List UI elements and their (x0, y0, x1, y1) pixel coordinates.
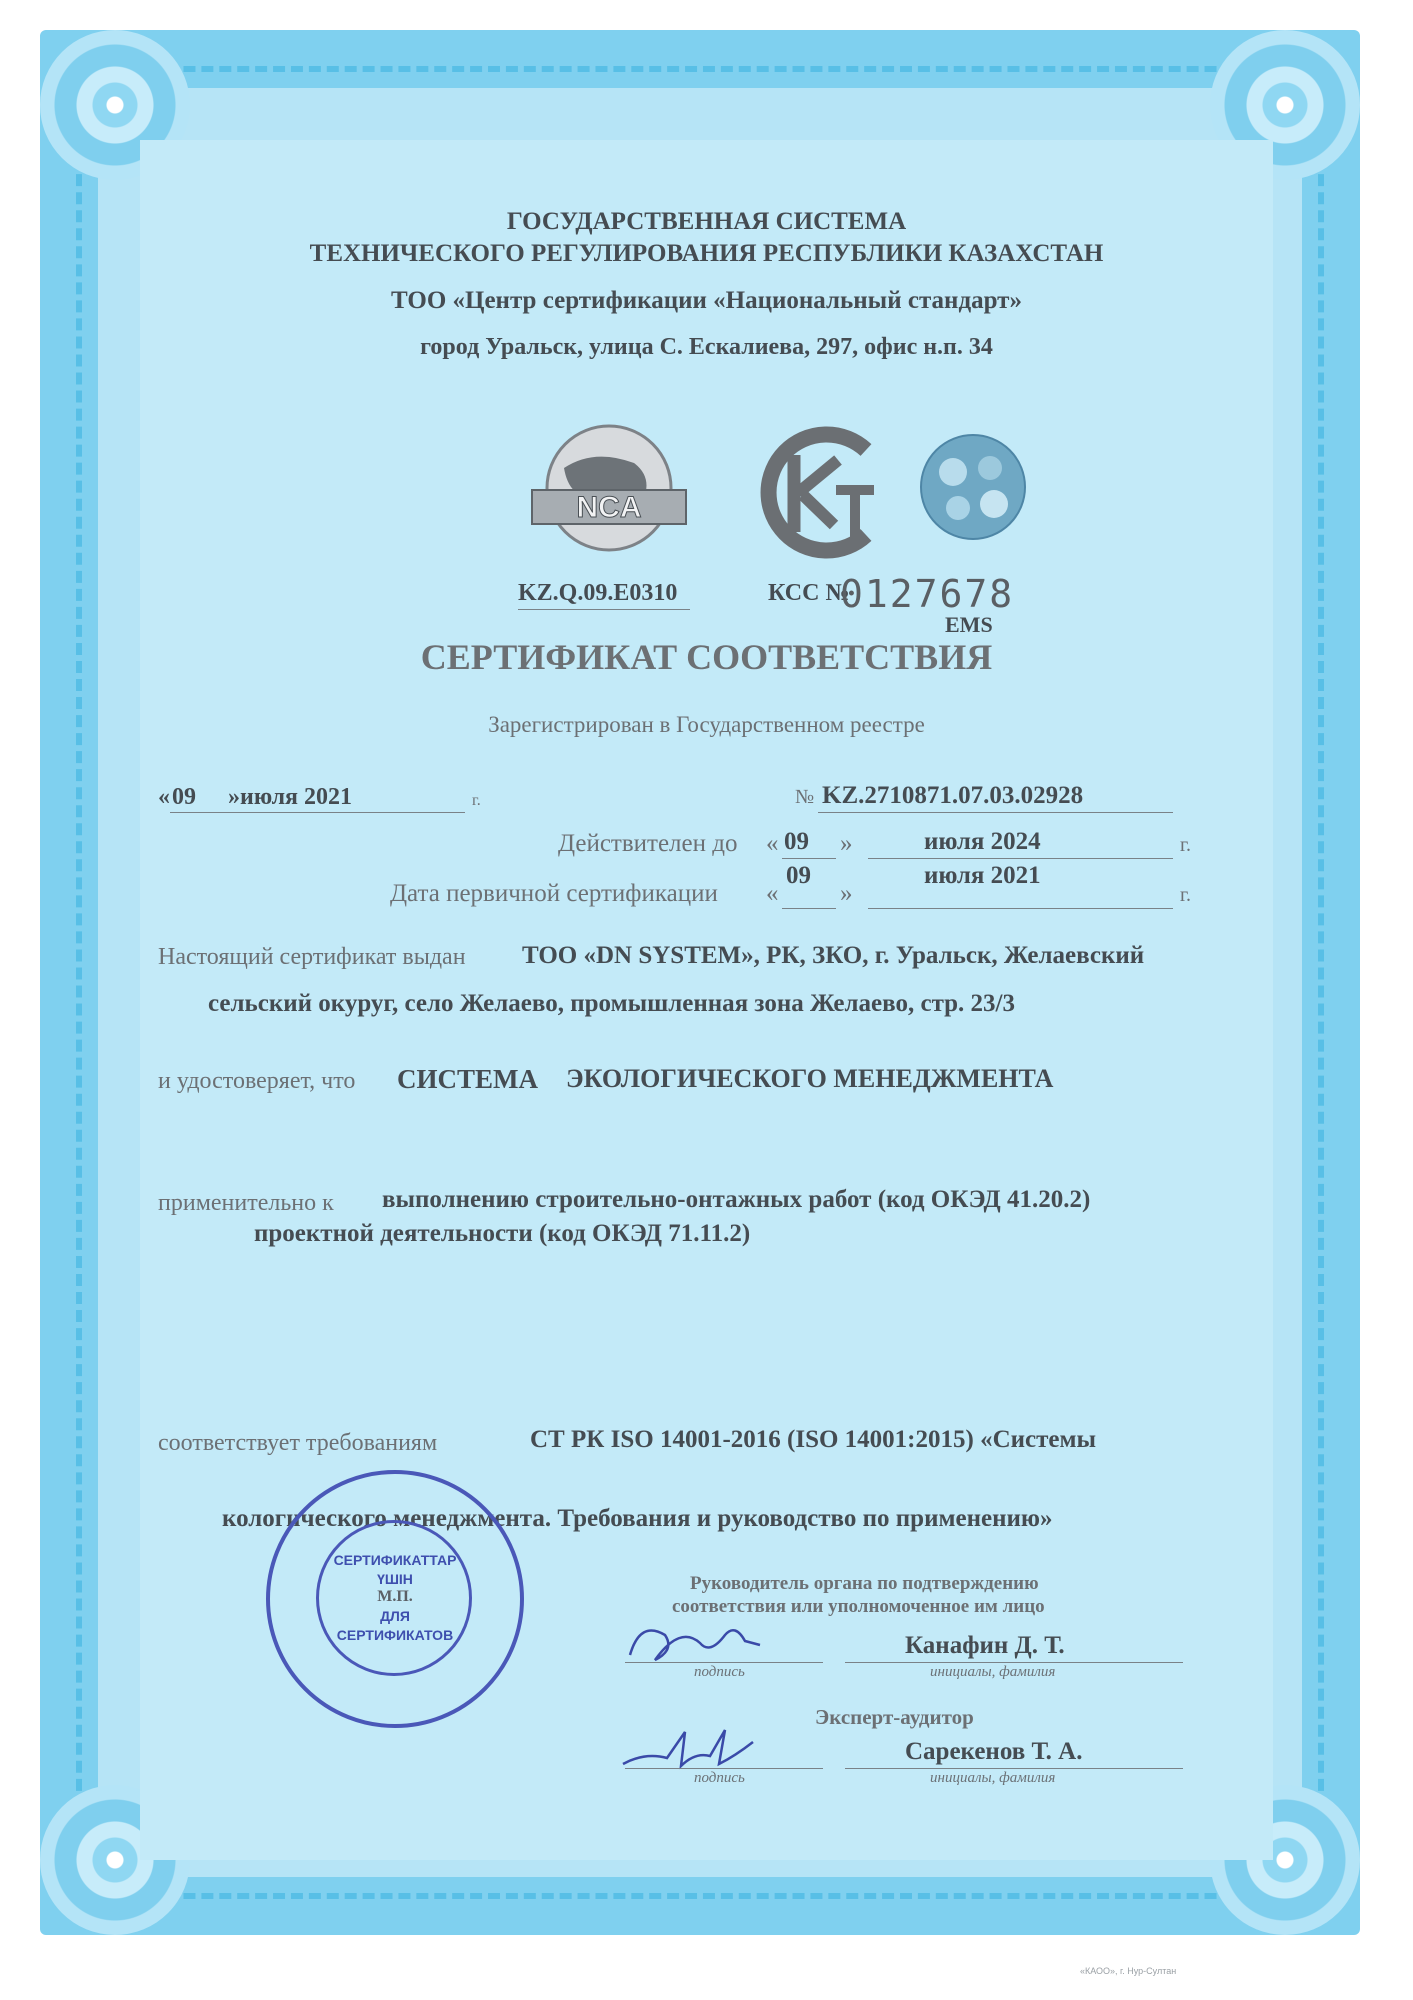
reg-date-day: 09 (172, 784, 196, 810)
applicable-label: применительно к (158, 1190, 334, 1216)
expert-name-line (845, 1768, 1183, 1769)
valid-until-label: Действителен до (558, 830, 738, 857)
reg-number-underline (818, 812, 1173, 813)
issued-label: Настоящий сертификат выдан (158, 944, 466, 970)
expert-sign-line (625, 1768, 823, 1769)
head-title-2: соответствия или уполномоченное им лицо (672, 1596, 1045, 1617)
head-name-caption: инициалы, фамилия (930, 1664, 1056, 1680)
document-title: СЕРТИФИКАТ СООТВЕТСТВИЯ (420, 637, 993, 677)
stamp-line-2: ҮШІН (377, 1571, 413, 1587)
valid-until-open: « (766, 830, 779, 857)
header-line-1: ГОСУДАРСТВЕННАЯ СИСТЕМА (506, 208, 907, 235)
reg-date-month-year: июля 2021 (240, 784, 353, 810)
stamp-line-4: СЕРТИФИКАТОВ (336, 1627, 454, 1643)
head-name: Канафин Д. Т. (905, 1632, 1065, 1659)
valid-until-underline (868, 858, 1173, 859)
first-cert-open: « (766, 880, 779, 907)
expert-sign-caption: подпись (694, 1770, 745, 1786)
reg-date-underline (170, 812, 465, 813)
first-cert-day-underline (782, 908, 836, 909)
reg-date-year-suffix: г. (472, 792, 481, 809)
stamp-mp: М.П. (377, 1588, 413, 1605)
kz-conformity-mark (748, 420, 883, 565)
applicable-line-1: выполнению строительно-онтажных работ (код ОКЭД 41.20.2) (382, 1186, 1091, 1213)
stamp-line-1: СЕРТИФИКАТТАР (333, 1552, 457, 1568)
valid-until-month-year: июля 2024 (924, 828, 1041, 855)
header-line-2: ТЕХНИЧЕСКОГО РЕГУЛИРОВАНИЯ РЕСПУБЛИКИ КАЗАХСТАН (309, 240, 1104, 267)
kss-serial-number: 0127678 (840, 572, 1015, 616)
certifies-value-2: ЭКОЛОГИЧЕСКОГО МЕНЕДЖМЕНТА (566, 1064, 1054, 1093)
conforms-label: соответствует требованиям (158, 1430, 438, 1456)
reg-number-label: № (795, 786, 815, 808)
printer-footer: «КАОО», г. Нур-Султан (1080, 1966, 1177, 1976)
expert-title: Эксперт-аудитор (815, 1705, 974, 1729)
reg-date-open: « (158, 784, 170, 810)
expert-name-caption: инициалы, фамилия (930, 1770, 1056, 1786)
certifies-value-1: СИСТЕМА (397, 1064, 538, 1094)
kss-label: КСС № (768, 580, 850, 606)
accreditation-underline (518, 609, 690, 610)
reg-date-close: » (228, 784, 240, 810)
first-cert-label: Дата первичной сертификации (390, 880, 718, 907)
official-stamp (266, 1470, 524, 1728)
expert-name: Сарекенов Т. А. (905, 1738, 1083, 1765)
head-sign-caption: подпись (694, 1664, 745, 1680)
head-sign-line (625, 1662, 823, 1663)
first-cert-month-year: июля 2021 (924, 862, 1041, 889)
conforms-line-2: кологического менеджмента. Требования и руководство по применению» (222, 1505, 1053, 1532)
nca-logo (524, 418, 694, 568)
certifies-label: и удостоверяет, что (158, 1068, 356, 1094)
applicable-line-2: проектной деятельности (код ОКЭД 71.11.2) (254, 1220, 751, 1247)
first-cert-close: » (840, 880, 853, 907)
hologram-sticker (918, 432, 1028, 542)
registered-note: Зарегистрирован в Государственном реестре (488, 712, 925, 737)
issuer-address: город Уральск, улица С. Ескалиева, 297, офис н.п. 34 (420, 334, 993, 360)
head-name-line (845, 1662, 1183, 1663)
issued-line-2: сельский окуруг, село Желаево, промышленная зона Желаево, стр. 23/3 (208, 990, 1016, 1017)
head-title-1: Руководитель органа по подтверждению (690, 1573, 1039, 1594)
first-cert-year-suffix: г. (1180, 884, 1191, 906)
first-cert-day: 09 (786, 862, 811, 889)
valid-until-day: 09 (784, 828, 809, 855)
conforms-line-1: СТ РК ISO 14001-2016 (ISO 14001:2015) «Системы (530, 1426, 1097, 1453)
issued-line-1: ТОО «DN SYSTEM», РК, ЗКО, г. Уральск, Желаевский (522, 942, 1145, 969)
stamp-line-3: ДЛЯ (380, 1608, 410, 1624)
nca-logo-text: NCA (576, 491, 642, 524)
ems-suffix: EMS (945, 612, 993, 637)
issuer-org: ТОО «Центр сертификации «Национальный стандарт» (391, 287, 1022, 314)
first-cert-underline (868, 908, 1173, 909)
valid-until-year-suffix: г. (1180, 834, 1191, 856)
reg-number-value: KZ.2710871.07.03.02928 (822, 782, 1084, 809)
accreditation-code: KZ.Q.09.E0310 (518, 580, 678, 606)
valid-until-close: » (840, 830, 853, 857)
valid-until-day-underline (782, 858, 836, 859)
